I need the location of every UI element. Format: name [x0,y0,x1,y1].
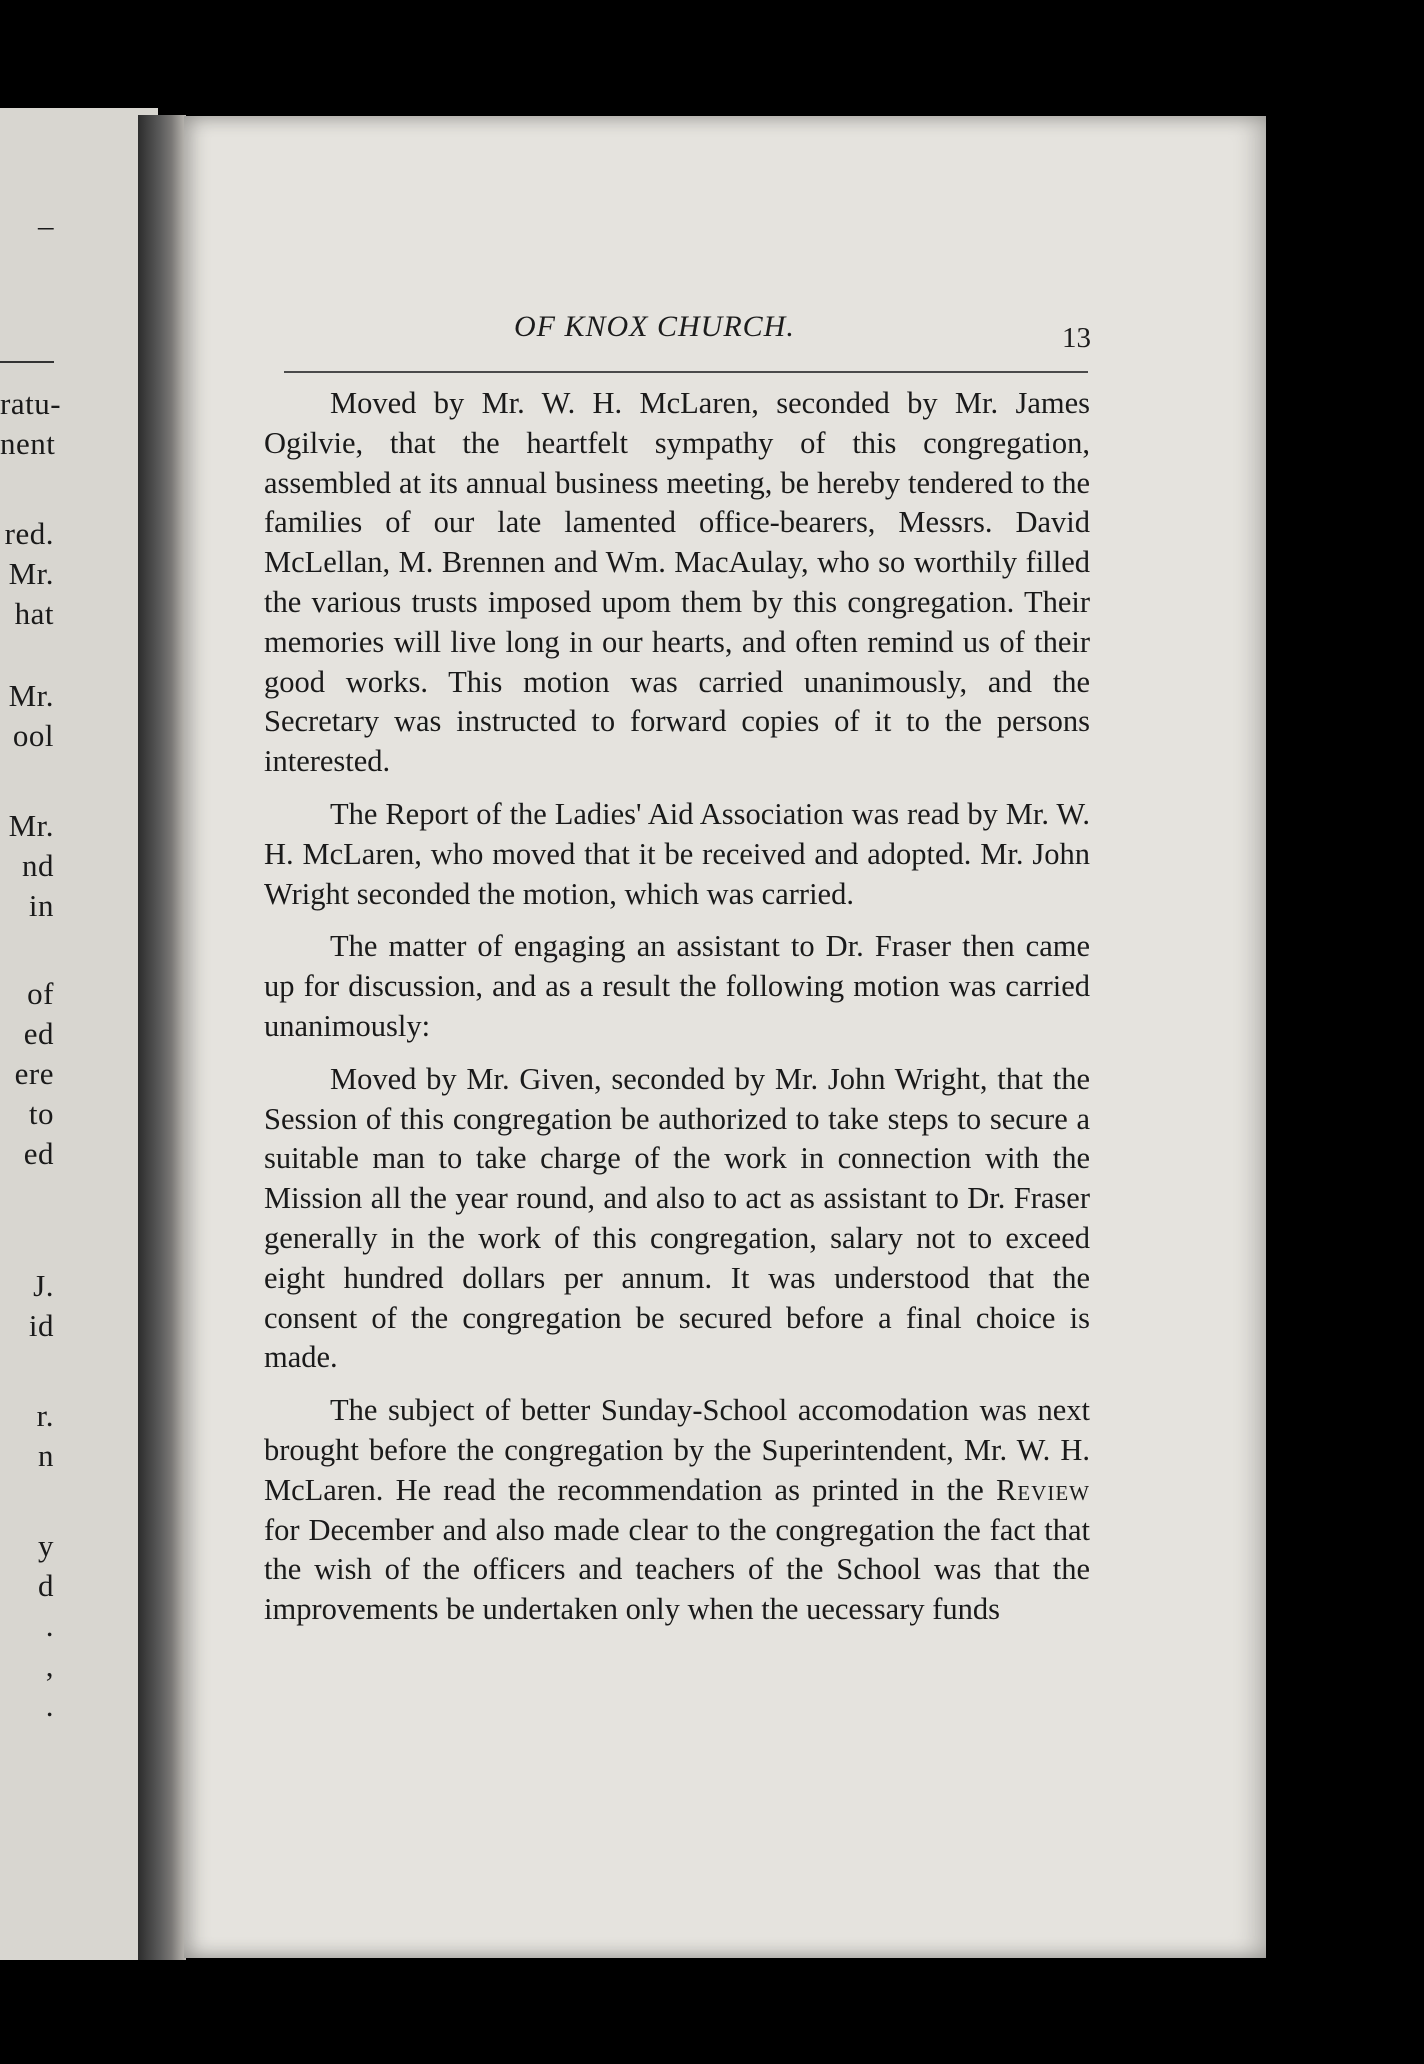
book-gutter [138,115,186,1960]
left-page-fragment: ere [14,1056,54,1091]
paragraph-sunday-school-part-1: The subject of better Sunday-School accomodation was next brought before the congregation by the Superintendent, Mr. W. H. McLaren. He read the recommendation as printed in the [264,1393,1090,1507]
left-page-fragment: to [28,1096,54,1131]
left-page-fragment: ratu- [0,386,62,421]
left-page-fragment: . [45,1608,54,1643]
left-page-fragment: Mr. [8,808,54,843]
review-title: Review [996,1472,1090,1507]
left-page-fragment: d [38,1568,54,1603]
left-page-fragment: Mr. [8,678,54,713]
left-page-fragment: of [27,976,54,1011]
header-rule [284,371,1088,373]
paragraph-ladies-aid-report: The Report of the Ladies' Aid Association was read by Mr. W. H. McLaren, who moved that it be received and adopted. Mr. John Wright seconded the motion, which was carried. [264,796,1090,911]
left-page-fragment: in [28,888,54,923]
left-page-fragment: ed [23,1136,54,1171]
left-page-fragment: ool [12,718,54,753]
page-13 [184,116,1266,1958]
left-page-fragment: Mr. [8,556,54,591]
left-page-rule [0,361,54,363]
left-page-fragment: – [38,208,54,243]
left-page-fragment: nent [0,426,56,461]
left-page-fragment: J. [33,1268,54,1303]
left-page-fragment: ed [23,1016,54,1051]
left-page-fragment: red. [4,516,54,551]
paragraph-assistant-discussion: The matter of engaging an assistant to Dr. Fraser then came up for discussion, and as a result the following motion was carried unanimously: [264,929,1090,1043]
running-head: OF KNOX CHURCH. [514,310,795,343]
left-page-fragment: , [45,1648,54,1683]
page-number: 13 [1062,322,1091,354]
page-body [264,384,1090,1643]
facing-page-left [0,108,158,1960]
left-page-fragment: nd [22,848,54,883]
paragraph-assistant-motion: Moved by Mr. Given, seconded by Mr. John Wright, that the Session of this congregation be authorized to take steps to secure a suitable man to take charge of the work in connection with the Mission all the year round, and also to act as assistant to Dr. Fraser generally in the work of this congregation, salary not to exceed eight hundred dollars per annum. It was understood that the consent of the congregation be secured before a final choice is made. [264,1061,1090,1375]
paragraph-sunday-school-part-2: for December and also made clear to the congregation the fact that the wish of the officers and teachers of the School was that the improvements be undertaken only when the uecessary funds [264,1512,1090,1627]
left-page-fragment: hat [14,596,54,631]
left-page-fragment: id [28,1308,54,1343]
left-page-fragment: . [45,1688,54,1723]
left-page-fragment: r. [36,1398,54,1433]
paragraph-sympathy-motion: Moved by Mr. W. H. McLaren, seconded by Mr. James Ogilvie, that the heartfelt sympathy of this congregation, assembled at its annual business meeting, be hereby tendered to the families of our late lamented office-bearers, Messrs. David McLellan, M. Brennen and Wm. MacAulay, who so worthily filled the various trusts imposed upom them by this congregation. Their memories will live long in our hearts, and often remind us of their good works. This motion was carried unanimously, and the Secretary was instructed to forward copies of it to the persons interested. [264,386,1090,779]
paragraph-sunday-school [264,1391,1090,1630]
left-page-fragment: n [38,1438,54,1473]
left-page-fragment: y [38,1528,54,1563]
